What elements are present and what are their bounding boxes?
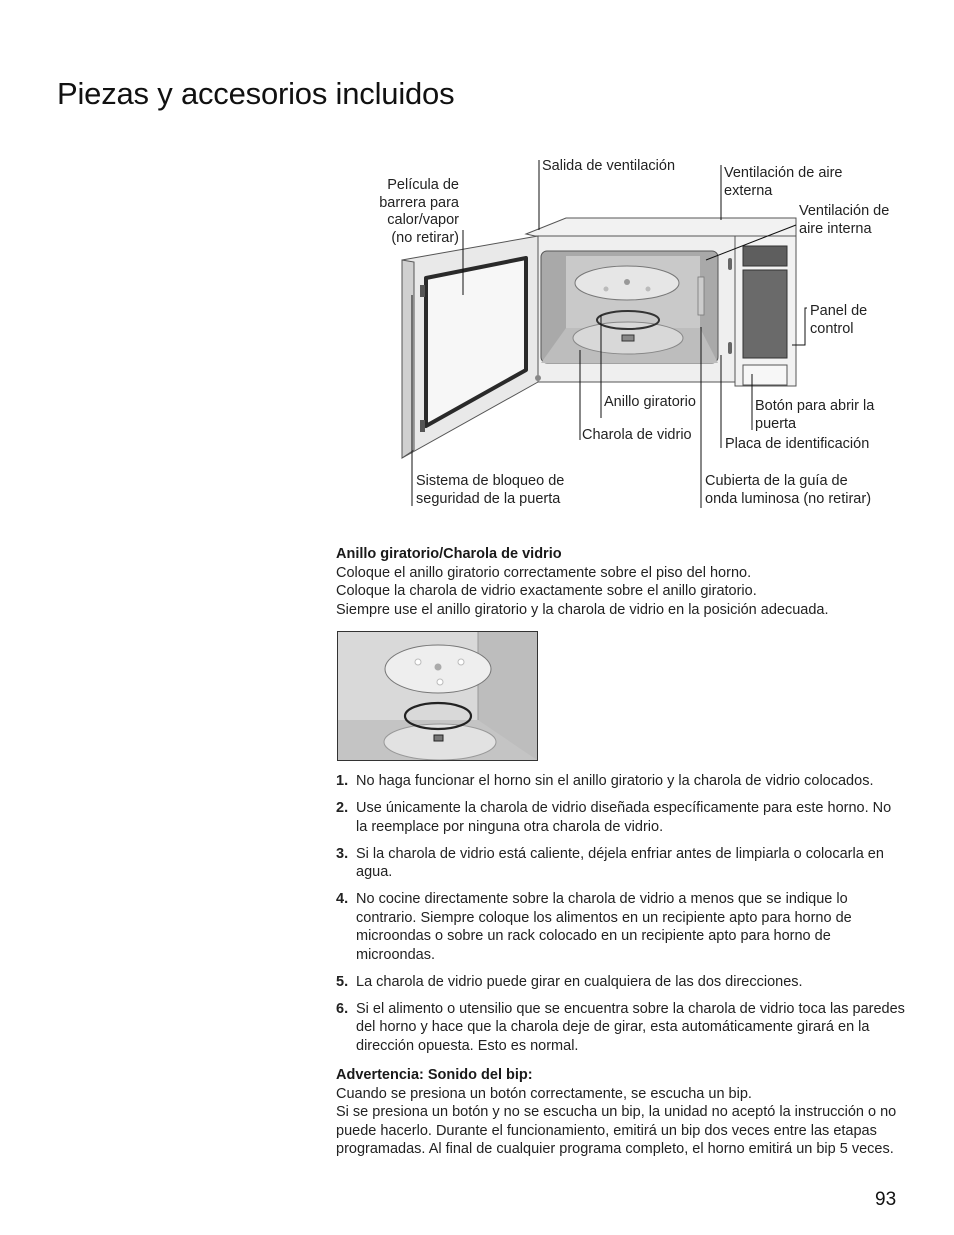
internal-air-vent-label: Ventilación de aire interna: [799, 203, 890, 237]
instructions-list: [336, 772, 906, 1064]
door-open-button-label: Botón para abrir la puerta: [755, 398, 875, 432]
door-lock-system-label: Sistema de bloqueo de seguridad de la puerta: [416, 473, 565, 507]
warning-heading: Advertencia: Sonido del bip:: [336, 1067, 533, 1083]
list-item: 3. Si la charola de vidrio está caliente, déjela enfriar antes de limpiarla o colocarla en agua.: [336, 845, 884, 880]
id-plate-label: Placa de identificación: [725, 436, 870, 452]
page-title: Piezas y accesorios incluidos: [57, 76, 455, 111]
warning-line: Si se presiona un botón y no se escucha un bip, la unidad no aceptó la instrucción o no puede hacerlo. Durante el funcionamiento, emitirá un bip dos veces entre las etapas programadas. Al final de cualquier programa completo, el horno emitirá un bip 5 veces.: [336, 1104, 897, 1157]
glass-tray-label: Charola de vidrio: [582, 427, 692, 443]
list-item: 6. Si el alimento o utensilio que se encuentra sobre la charola de vidrio toca las paredes del horno y hace que la charola deje de girar, esta automáticamente girará en la dirección opuesta. Esto es normal.: [336, 1000, 905, 1054]
control-panel-label: Panel de control: [810, 303, 868, 337]
turntable-section: [336, 545, 906, 619]
page-number: 93: [875, 1189, 897, 1210]
turntable-line: Coloque la charola de vidrio exactamente sobre el anillo giratorio.: [336, 583, 757, 599]
warning-line: Cuando se presiona un botón correctamente, se escucha un bip.: [336, 1085, 752, 1102]
external-air-vent-label: Ventilación de aire externa: [724, 165, 843, 199]
list-item: 5. La charola de vidrio puede girar en cualquiera de las dos direcciones.: [336, 973, 803, 990]
waveguide-cover-label: Cubierta de la guía de onda luminosa (no retirar): [705, 473, 872, 507]
beep-warning-section: [336, 1066, 906, 1159]
turntable-heading: Anillo giratorio/Charola de vidrio: [336, 546, 562, 562]
turntable-line: Coloque el anillo giratorio correctamente sobre el piso del horno.: [336, 564, 752, 581]
list-item: 1. No haga funcionar el horno sin el anillo giratorio y la charola de vidrio colocados.: [336, 773, 874, 789]
turntable-line: Siempre use el anillo giratorio y la charola de vidrio en la posición adecuada.: [336, 601, 829, 618]
list-item: 2. Use únicamente la charola de vidrio diseñada específicamente para este horno. No la reemplace por ninguna otra charola de vidrio.: [336, 800, 892, 835]
turntable-illustration: [337, 631, 538, 761]
list-item: 4. No cocine directamente sobre la charola de vidrio a menos que se indique lo contrario. Siempre coloque los alimentos en un recipiente apto para horno de microondas o sobre un rack colocado en un recipiente apto para horno de microondas.: [336, 891, 852, 963]
vent-outlet-label: Salida de ventilación: [542, 158, 676, 174]
heat-barrier-film-label: Película de barrera para calor/vapor (no retirar): [379, 177, 459, 246]
turntable-ring-label: Anillo giratorio: [604, 394, 696, 410]
microwave-diagram: [330, 150, 910, 520]
